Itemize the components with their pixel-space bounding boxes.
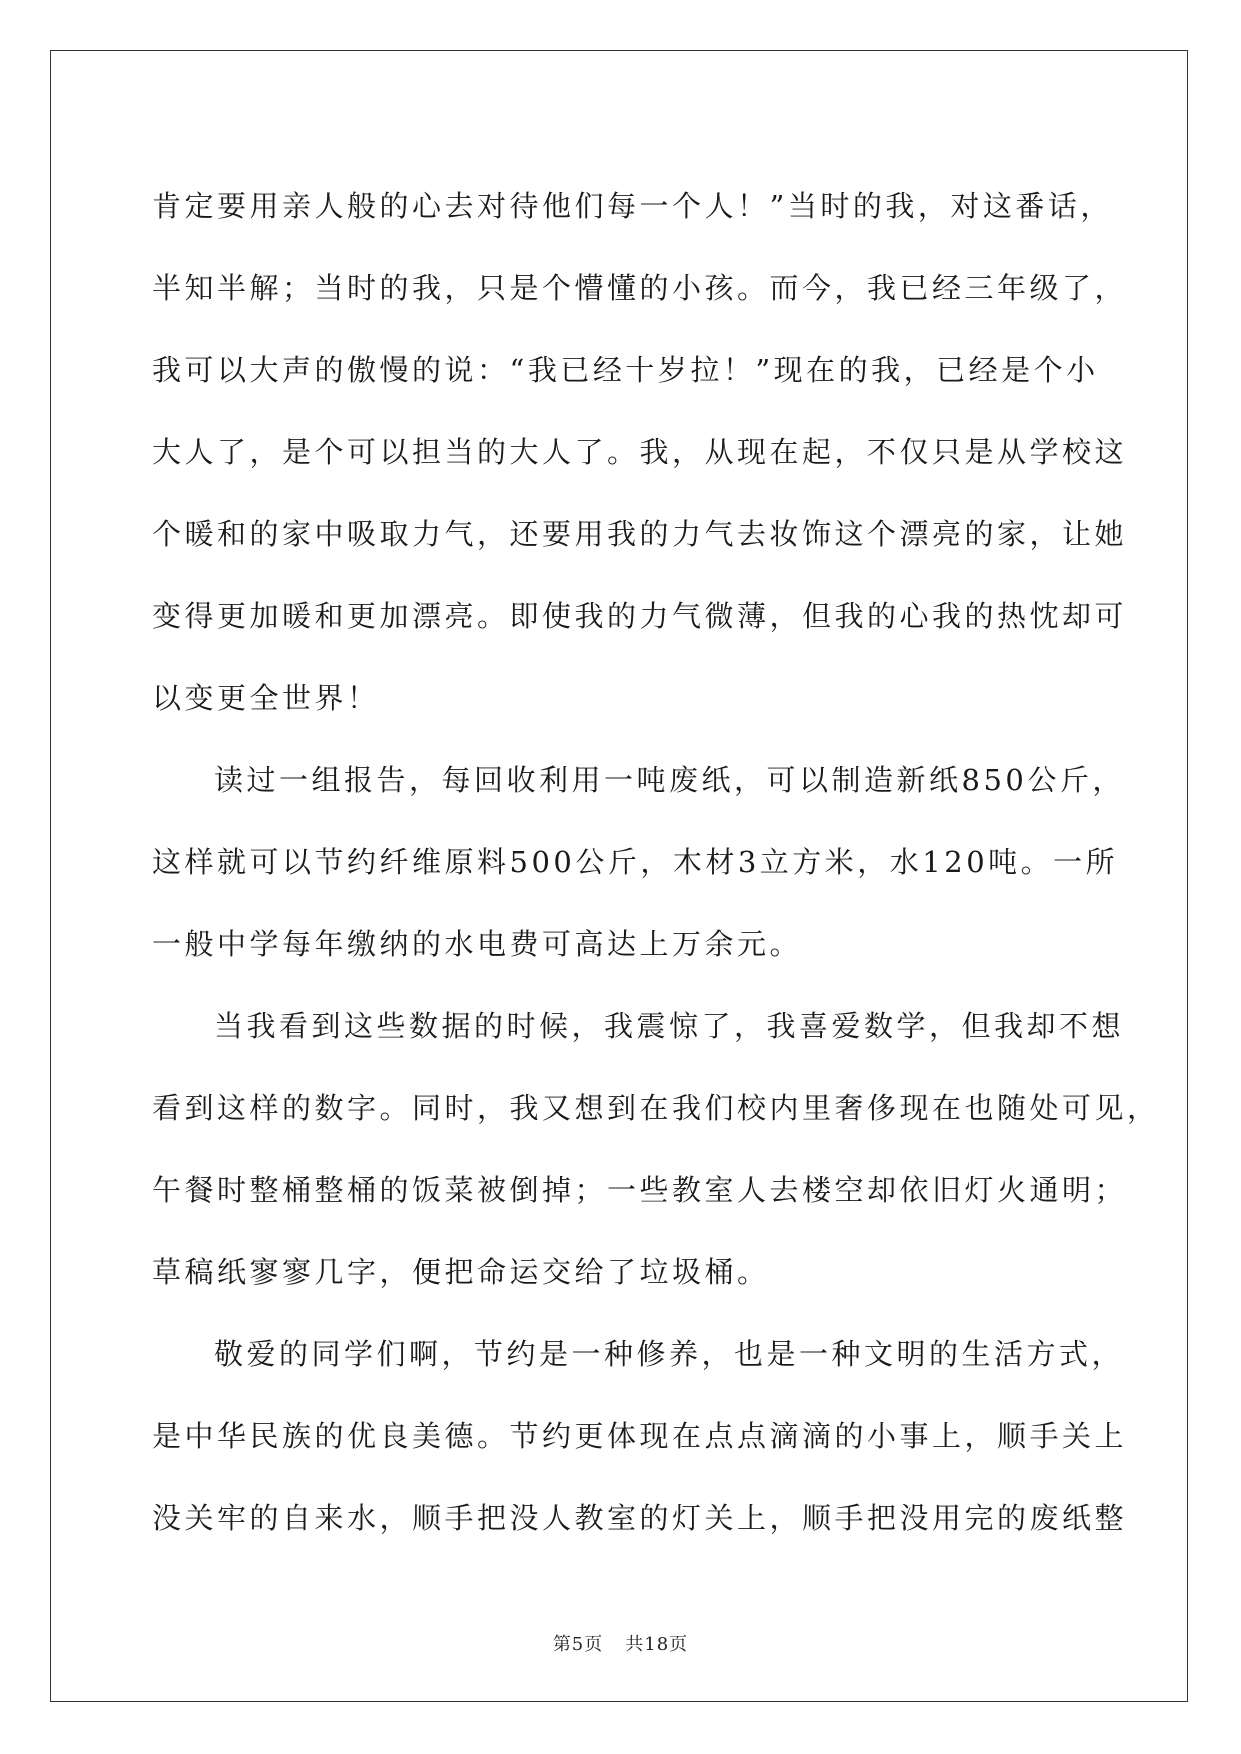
page-footer <box>0 1630 1241 1656</box>
text-line: 午餐时整桶整桶的饭菜被倒掉；一些教室人去楼空却依旧灯火通明； <box>152 1173 1128 1207</box>
text-line: 看到这样的数字。同时，我又想到在我们校内里奢侈现在也随处可见， <box>152 1091 1160 1125</box>
page-total: 共18页 <box>625 1634 689 1655</box>
text-line: 草稿纸寥寥几字，便把命运交给了垃圾桶。 <box>152 1255 770 1289</box>
text-line: 我可以大声的傲慢的说：“我已经十岁拉！”现在的我，已经是个小 <box>152 353 1099 387</box>
text-line: 半知半解；当时的我，只是个懵懂的小孩。而今，我已经三年级了， <box>152 271 1128 305</box>
text-line: 一般中学每年缴纳的水电费可高达上万余元。 <box>152 927 803 961</box>
text-line: 当我看到这些数据的时候，我震惊了，我喜爱数学，但我却不想 <box>214 1009 1125 1043</box>
text-line: 个暖和的家中吸取力气，还要用我的力气去妆饰这个漂亮的家，让她 <box>152 517 1128 551</box>
text-line: 肯定要用亲人般的心去对待他们每一个人！”当时的我，对这番话， <box>152 189 1113 223</box>
text-line: 没关牢的自来水，顺手把没人教室的灯关上，顺手把没用完的废纸整 <box>152 1501 1128 1535</box>
page-number: 第5页 <box>552 1634 604 1655</box>
text-line: 这样就可以节约纤维原料500公斤，木材3立方米，水120吨。一所 <box>152 845 1119 879</box>
text-line: 敬爱的同学们啊，节约是一种修养，也是一种文明的生活方式， <box>214 1337 1125 1371</box>
text-line: 读过一组报告，每回收利用一吨废纸，可以制造新纸850公斤， <box>214 763 1125 797</box>
text-line: 变得更加暖和更加漂亮。即使我的力气微薄，但我的心我的热忱却可 <box>152 599 1128 633</box>
text-line: 是中华民族的优良美德。节约更体现在点点滴滴的小事上，顺手关上 <box>152 1419 1128 1453</box>
text-line: 以变更全世界！ <box>152 681 380 715</box>
text-line: 大人了，是个可以担当的大人了。我，从现在起，不仅只是从学校这 <box>152 435 1128 469</box>
document-body <box>152 165 1160 1559</box>
